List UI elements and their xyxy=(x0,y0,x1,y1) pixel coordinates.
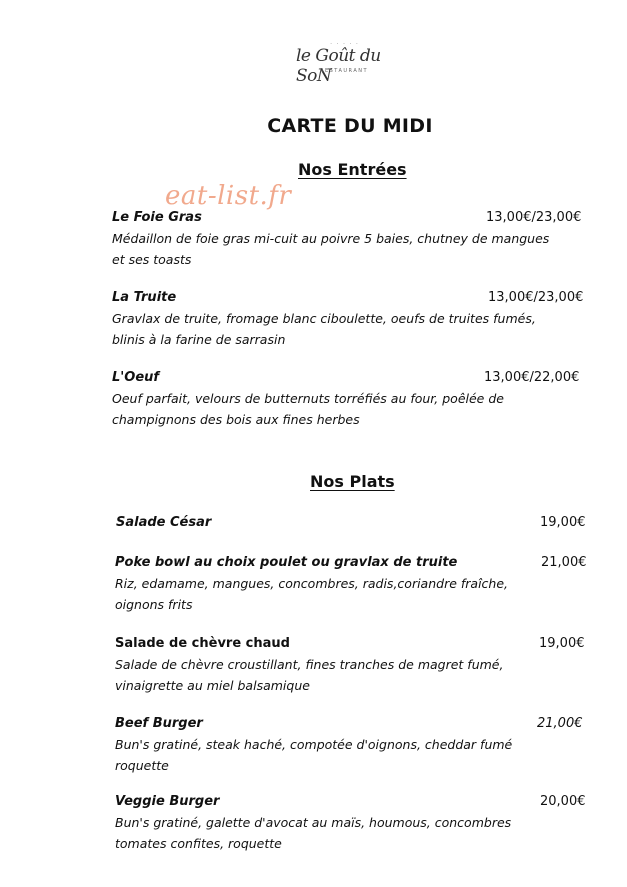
item-name: Beef Burger xyxy=(115,716,203,731)
logo-subtitle: RESTAURANT xyxy=(320,68,369,74)
item-description-line: Riz, edamame, mangues, concombres, radis,coriandre fraîche, xyxy=(115,576,509,591)
menu-item xyxy=(115,634,595,696)
item-price: 20,00€ xyxy=(540,794,586,809)
item-name: Le Foie Gras xyxy=(112,210,202,225)
section-title-plats: Nos Plats xyxy=(310,472,395,491)
item-price: 21,00€ xyxy=(541,555,587,570)
item-description-line: Oeuf parfait, velours de butternuts torréfiés au four, poêlée de xyxy=(112,391,504,406)
menu-item xyxy=(115,553,595,615)
item-description-line: et ses toasts xyxy=(112,252,192,267)
menu-item xyxy=(116,513,596,533)
item-description-line: Salade de chèvre croustillant, fines tranches de magret fumé, xyxy=(115,657,504,672)
item-description-line: blinis à la farine de sarrasin xyxy=(112,332,286,347)
item-description-line: Bun's gratiné, steak haché, compotée d'oignons, cheddar fumé xyxy=(115,737,513,752)
item-description-line: oignons frits xyxy=(115,597,193,612)
menu-item xyxy=(112,288,592,350)
item-description-line: Bun's gratiné, galette d'avocat au maïs, houmous, concombres xyxy=(115,815,512,830)
item-price: 19,00€ xyxy=(540,515,586,530)
menu-item xyxy=(115,792,595,854)
item-price: 13,00€/22,00€ xyxy=(484,370,580,385)
menu-item xyxy=(112,208,592,270)
watermark: eat-list.fr xyxy=(165,181,292,211)
item-description-line: vinaigrette au miel balsamique xyxy=(115,678,310,693)
item-description-line: Gravlax de truite, fromage blanc ciboulette, oeufs de truites fumés, xyxy=(112,311,536,326)
item-name: Salade de chèvre chaud xyxy=(115,636,290,651)
menu-title: CARTE DU MIDI xyxy=(267,115,433,137)
item-description-line: champignons des bois aux fines herbes xyxy=(112,412,360,427)
logo-wordmark: le Goût du SoN xyxy=(296,46,381,86)
menu-item xyxy=(112,368,592,430)
item-name: Poke bowl au choix poulet ou gravlax de truite xyxy=(115,555,458,570)
item-price: 19,00€ xyxy=(539,636,585,651)
section-title-entrees: Nos Entrées xyxy=(298,160,407,179)
menu-item xyxy=(115,714,595,776)
item-description-line: Médaillon de foie gras mi-cuit au poivre 5 baies, chutney de mangues xyxy=(112,231,550,246)
item-name: Salade César xyxy=(116,515,212,530)
item-price: 13,00€/23,00€ xyxy=(488,290,584,305)
item-price: 21,00€ xyxy=(537,716,583,731)
item-description-line: tomates confites, roquette xyxy=(115,836,282,851)
item-name: Veggie Burger xyxy=(115,794,220,809)
restaurant-logo: · · · · · le Goût du SoN RESTAURANT xyxy=(290,40,400,80)
item-price: 13,00€/23,00€ xyxy=(486,210,582,225)
item-name: L'Oeuf xyxy=(112,370,160,385)
item-description-line: roquette xyxy=(115,758,169,773)
item-name: La Truite xyxy=(112,290,177,305)
